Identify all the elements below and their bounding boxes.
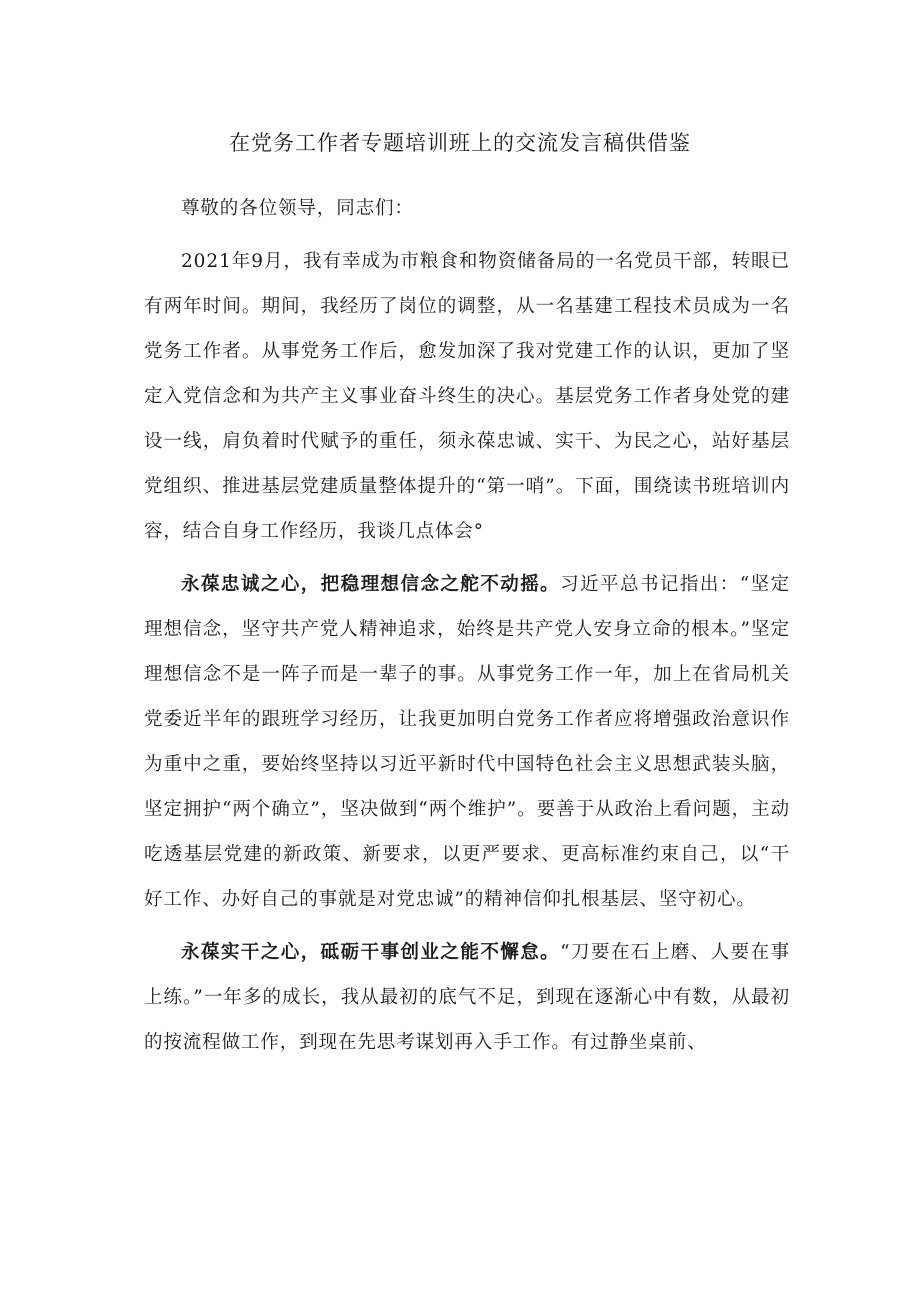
paragraph-3 — [144, 930, 790, 1065]
paragraph-3-text: “刀要在石上磨、人要在事上练。”一年多的成长，我从最初的底气不足，到现在逐渐心中有数，从最初的按流程做工作，到现在先思考谋划再入手工作。有过静坐桌前、 — [144, 942, 790, 1053]
paragraph-2-text: 习近平总书记指出：“坚定理想信念，坚守共产党人精神追求，始终是共产党人安身立命的根本。”坚定理想信念不是一阵子而是一辈子的事。从事党务工作一年，加上在省局机关党委近半年的跟班学习经历，让我更加明白党务工作者应将增强政治意识作为重中之重，要始终坚持以习近平新时代中国特色社会主义思想武装头脑，坚定拥护“两个确立”，坚决做到“两个维护”。要善于从政治上看问题，主动吃透基层党建的新政策、新要求，以更严要求、更高标准约束自己，以“干好工作、办好自己的事就是对党忠诚”的精神信仰扎根基层、坚守初心。 — [144, 574, 790, 910]
document-body — [144, 186, 790, 1073]
paragraph-2 — [144, 562, 790, 922]
paragraph-1 — [144, 239, 790, 554]
greeting-line: 尊敬的各位领导，同志们： — [181, 198, 414, 219]
paragraph-1-text: 2021年9月，我有幸成为市粮食和物资储备局的一名党员干部，转眼已有两年时间。期间，我经历了岗位的调整，从一名基建工程技术员成为一名党务工作者。从事党务工作后，愈发加深了我对党建工作的认识，更加了坚定入党信念和为共产主义事业奋斗终生的决心。基层党务工作者身处党的建设一线，肩负着时代赋予的重任，须永葆忠诚、实干、为民之心，站好基层党组织、推进基层党建质量整体提升的“第一哨”。下面，围绕读书班培训内容，结合自身工作经历，我谈几点体会° — [144, 251, 790, 542]
paragraph-3-lead: 永葆实干之心，砥砺干事创业之能不懈怠。 — [181, 942, 561, 963]
paragraph-2-lead: 永葆忠诚之心，把稳理想信念之舵不动摇。 — [181, 574, 561, 595]
document-title: 在党务工作者专题培训班上的交流发言稿供借鉴 — [229, 131, 691, 155]
